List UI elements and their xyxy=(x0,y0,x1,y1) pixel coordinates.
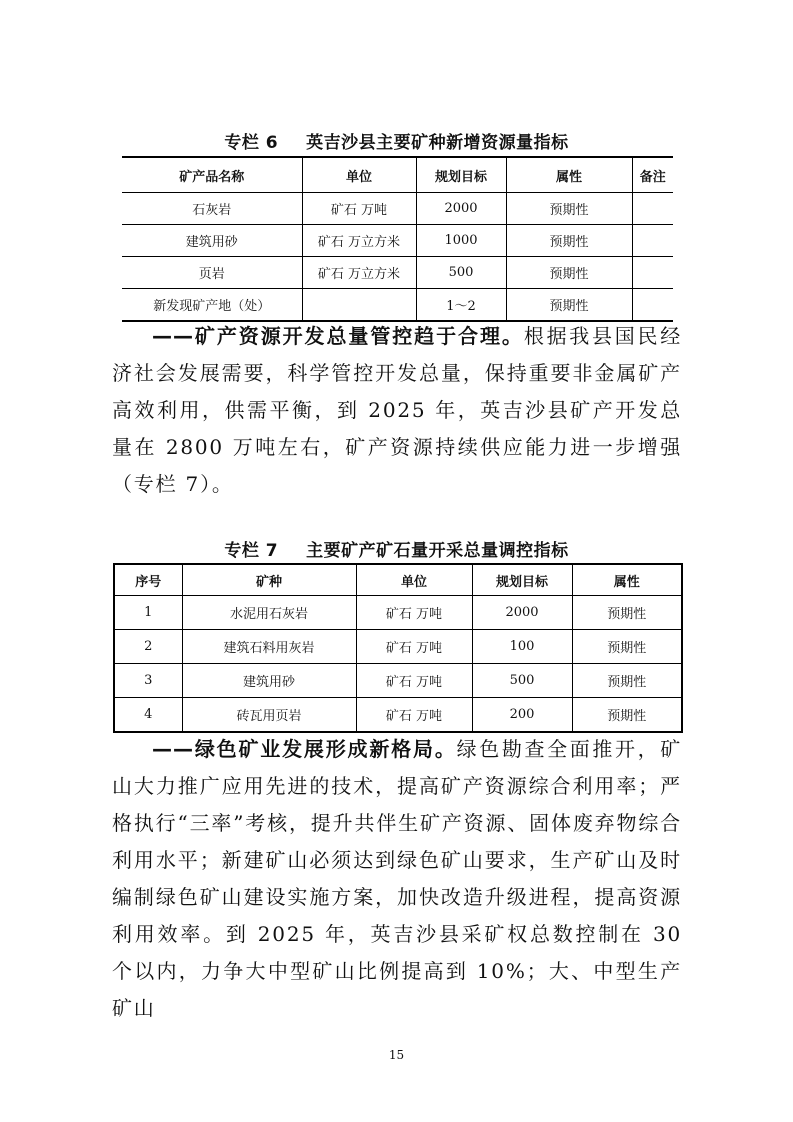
table7-header-cell: 属性 xyxy=(572,564,682,596)
table-cell: 矿石 万吨 xyxy=(356,664,472,698)
table-row xyxy=(114,698,682,733)
table7-caption-number: 专栏 7 xyxy=(224,541,279,561)
table-cell xyxy=(632,289,673,322)
table-cell: 预期性 xyxy=(572,698,682,733)
table7-caption-title: 主要矿产矿石量开采总量调控指标 xyxy=(306,541,569,561)
table-cell xyxy=(632,193,673,225)
table-cell: 500 xyxy=(472,664,572,698)
table-cell: 预期性 xyxy=(572,596,682,630)
table-cell: 2000 xyxy=(472,596,572,630)
table-cell: 建筑用砂 xyxy=(122,225,302,257)
table-row xyxy=(114,664,682,698)
table6 xyxy=(122,156,673,322)
table7-header-row xyxy=(114,564,682,596)
table-cell: 石灰岩 xyxy=(122,193,302,225)
table-cell: 砖瓦用页岩 xyxy=(182,698,356,733)
paragraph-resource-development xyxy=(112,318,682,503)
table-cell: 200 xyxy=(472,698,572,733)
table-cell: 矿石 万吨 xyxy=(356,630,472,664)
table-cell xyxy=(302,289,416,322)
table-cell: 矿石 万吨 xyxy=(356,596,472,630)
paragraph-lead: ——绿色矿业发展形成新格局。 xyxy=(152,737,457,761)
page-number: 15 xyxy=(388,1048,405,1062)
paragraph-green-mining xyxy=(112,731,682,1027)
table7-header-cell: 规划目标 xyxy=(472,564,572,596)
table-row xyxy=(114,596,682,630)
table-cell: 预期性 xyxy=(506,225,632,257)
table-cell: 矿石 万立方米 xyxy=(302,257,416,289)
table-cell: 矿石 万吨 xyxy=(356,698,472,733)
table-cell: 预期性 xyxy=(572,664,682,698)
paragraph-lead: ——矿产资源开发总量管控趋于合理。 xyxy=(152,324,524,348)
table-row xyxy=(122,289,673,322)
table-cell: 矿石 万立方米 xyxy=(302,225,416,257)
table6-header-cell: 规划目标 xyxy=(416,157,506,193)
table-cell: 建筑用砂 xyxy=(182,664,356,698)
table-cell: 2000 xyxy=(416,193,506,225)
table-cell: 建筑石料用灰岩 xyxy=(182,630,356,664)
table-cell: 预期性 xyxy=(506,193,632,225)
table-cell: 预期性 xyxy=(572,630,682,664)
table6-header-cell: 属性 xyxy=(506,157,632,193)
table-cell: 1 xyxy=(114,596,182,630)
table-cell xyxy=(632,257,673,289)
table-cell: 预期性 xyxy=(506,289,632,322)
table-cell: 新发现矿产地（处） xyxy=(122,289,302,322)
paragraph-body: 根据我县国民经济社会发展需要，科学管控开发总量，保持重要非金属矿产高效利用，供需平衡，到 2025 年，英吉沙县矿产开发总量在 2800 万吨左右，矿产资源持续供应能力进一步增强（专栏 7）。 xyxy=(112,324,683,496)
table-cell: 100 xyxy=(472,630,572,664)
table-row xyxy=(122,257,673,289)
table7-header-cell: 矿种 xyxy=(182,564,356,596)
table-cell: 1000 xyxy=(416,225,506,257)
table-cell: 1～2 xyxy=(416,289,506,322)
table6-header-cell: 备注 xyxy=(632,157,673,193)
table7-caption xyxy=(0,536,793,561)
table6-header-row xyxy=(122,157,673,193)
table6-header-cell: 单位 xyxy=(302,157,416,193)
table6-caption-number: 专栏 6 xyxy=(224,133,279,153)
table7-header-cell: 单位 xyxy=(356,564,472,596)
table-cell: 矿石 万吨 xyxy=(302,193,416,225)
table6-header-cell: 矿产品名称 xyxy=(122,157,302,193)
table-cell: 500 xyxy=(416,257,506,289)
table7 xyxy=(113,563,683,733)
table-row xyxy=(122,225,673,257)
table-cell: 4 xyxy=(114,698,182,733)
paragraph-body: 绿色勘查全面推开，矿山大力推广应用先进的技术，提高矿产资源综合利用率；严格执行“三率”考核，提升共伴生矿产资源、固体废弃物综合利用水平；新建矿山必须达到绿色矿山要求，生产矿山及时编制绿色矿山建设实施方案，加快改造升级进程，提高资源利用效率。到 2025 年，英吉沙县采矿权总数控制在 30 个以内，力争大中型矿山比例提高到 10%；大、中型生产矿山 xyxy=(112,737,683,1020)
table-cell: 预期性 xyxy=(506,257,632,289)
table-row xyxy=(122,193,673,225)
table6-caption xyxy=(0,128,793,153)
table-cell: 3 xyxy=(114,664,182,698)
table7-header-cell: 序号 xyxy=(114,564,182,596)
table6-caption-title: 英吉沙县主要矿种新增资源量指标 xyxy=(306,133,569,153)
table-cell xyxy=(632,225,673,257)
table-cell: 水泥用石灰岩 xyxy=(182,596,356,630)
table-cell: 2 xyxy=(114,630,182,664)
table-row xyxy=(114,630,682,664)
table-cell: 页岩 xyxy=(122,257,302,289)
